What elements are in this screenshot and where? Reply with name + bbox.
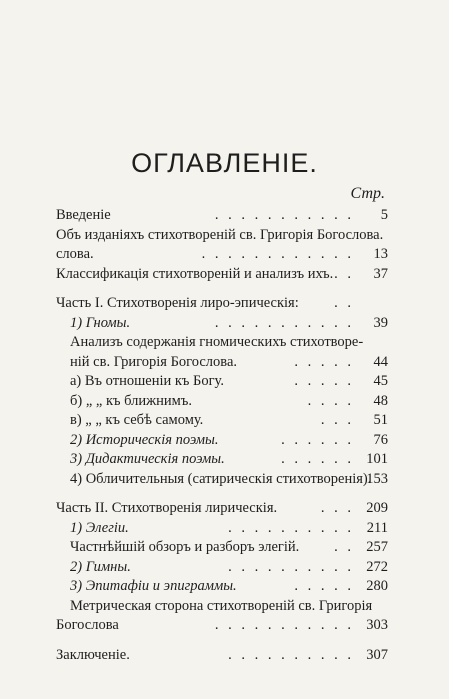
toc-leader-dots: . . . . . . . . . . . [214,617,354,633]
toc-leader-dots: . . . . . . . . . . . [214,207,354,223]
toc-entry-text: Объ изданіяхъ стихотвореній св. Григорія Богослова. [56,226,384,243]
page-column-label: Стр. [350,185,385,202]
toc-entry-text: Классификація стихотвореній и анализъ ихъ. [56,265,334,282]
toc-page-number: 153 [366,470,388,487]
section-gap [56,489,388,499]
toc-entry-text: 2) Историческія поэмы. [70,431,219,448]
toc-entry-elegies [56,519,388,539]
section-gap [56,284,388,294]
toc-leader-dots: . . . . . . . . . . [228,558,354,575]
toc-entry-text: б) „ „ къ ближнимъ. [70,392,192,409]
toc-page-number: 44 [373,353,388,370]
toc-entry-text: Метрическая сторона стихотвореній св. Григорія [70,597,373,614]
toc-leader-dots: . . . . . . . . . . [228,519,354,536]
toc-leader-dots: . . . . . [294,373,354,389]
toc-leader-dots: . . . [320,500,354,516]
toc-leader-dots: . . . . . . . . . . . . [201,246,354,262]
toc-entry-text: 1) Гномы. [70,314,131,331]
toc-leader-dots: . . . . . [294,353,354,370]
toc-page-number: 209 [366,500,388,516]
toc-entry-toward-self [56,411,388,431]
toc-entry-didactic [56,450,388,470]
toc-entry-classification [56,265,388,285]
toc-leader-dots: . . . . . . [281,451,354,467]
toc-entry-toward-god [56,372,388,392]
toc-leader-dots: . . . . . . [281,431,354,448]
toc-entry-hymns [56,558,388,578]
toc-leader-dots: . . [334,295,354,311]
toc-page-number: 307 [366,646,388,663]
toc-entry-epitaphs [56,577,388,597]
toc-entry-text: слова. [56,246,94,262]
toc-page-number: 5 [380,207,388,223]
toc-page-number: 101 [366,451,388,467]
toc-entry-text: 3) Эпитафіи и эпиграммы. [70,578,237,594]
toc-entry-text: Введеніе [56,207,111,223]
page-title: ОГЛАВЛЕНІЕ. [131,148,318,178]
toc-page-number: 272 [366,558,388,575]
toc-entry-text: Заключеніе. [56,646,130,663]
toc-entry-text: 3) Дидактическія поэмы. [70,451,225,467]
toc-page-number: 257 [366,539,388,555]
table-of-contents [56,206,388,665]
toc-page-number: 37 [373,265,388,282]
toc-entry-conclusion [56,646,388,666]
toc-entry-text: Часть II. Стихотворенія лирическія. [56,500,278,516]
toc-entry-metrics [56,597,388,617]
toc-entry-text: Частнѣйшій обзоръ и разборъ элегій. [70,539,300,555]
toc-entry-part-two [56,499,388,519]
toc-page-number: 280 [366,578,388,594]
toc-entry-text: 1) Элегіи. [70,519,129,536]
toc-entry-analysis-cont [56,353,388,373]
toc-entry-editions-cont [56,245,388,265]
toc-leader-dots: . . . . . . . . . . . [214,314,354,331]
toc-entry-text: 4) Обличительныя (сатирическія стихотворенія). [70,470,372,487]
toc-entry-text: 2) Гимны. [70,558,131,575]
toc-entry-text: а) Въ отношеніи къ Богу. [70,373,224,389]
toc-page-number: 13 [373,246,388,262]
toc-leader-dots: . . . . [307,392,354,409]
toc-page-number: 76 [373,431,388,448]
toc-entry-introduction [56,206,388,226]
toc-page-number: 51 [373,412,388,428]
toc-leader-dots: . . [334,265,354,282]
toc-page-number: 45 [373,373,388,389]
toc-entry-part-one [56,294,388,314]
toc-entry-elegies-review [56,538,388,558]
toc-entry-gnomes [56,314,388,334]
toc-page-number: 303 [366,617,388,633]
toc-page-number: 211 [366,519,388,536]
toc-entry-text: Богослова [56,617,119,633]
toc-entry-satirical [56,470,388,490]
toc-leader-dots: . . . . . . . . . . [228,646,354,663]
toc-entry-metrics-cont [56,616,388,636]
toc-leader-dots: . . . . . [294,578,354,594]
toc-page-number: 39 [373,314,388,331]
toc-leader-dots: . . [334,539,354,555]
toc-entry-text: Часть I. Стихотворенія лиро-эпическія: [56,295,299,311]
toc-entry-text: в) „ „ къ себѣ самому. [70,412,204,428]
toc-entry-text: Анализъ содержанія гномическихъ стихотворе- [70,334,364,350]
toc-entry-historical [56,431,388,451]
toc-entry-editions [56,226,388,246]
toc-entry-toward-neighbors [56,392,388,412]
section-gap [56,636,388,646]
toc-leader-dots: . . . [320,412,354,428]
toc-entry-text: ній св. Григорія Богослова. [70,353,238,370]
toc-page-number: 48 [373,392,388,409]
toc-entry-analysis [56,333,388,353]
